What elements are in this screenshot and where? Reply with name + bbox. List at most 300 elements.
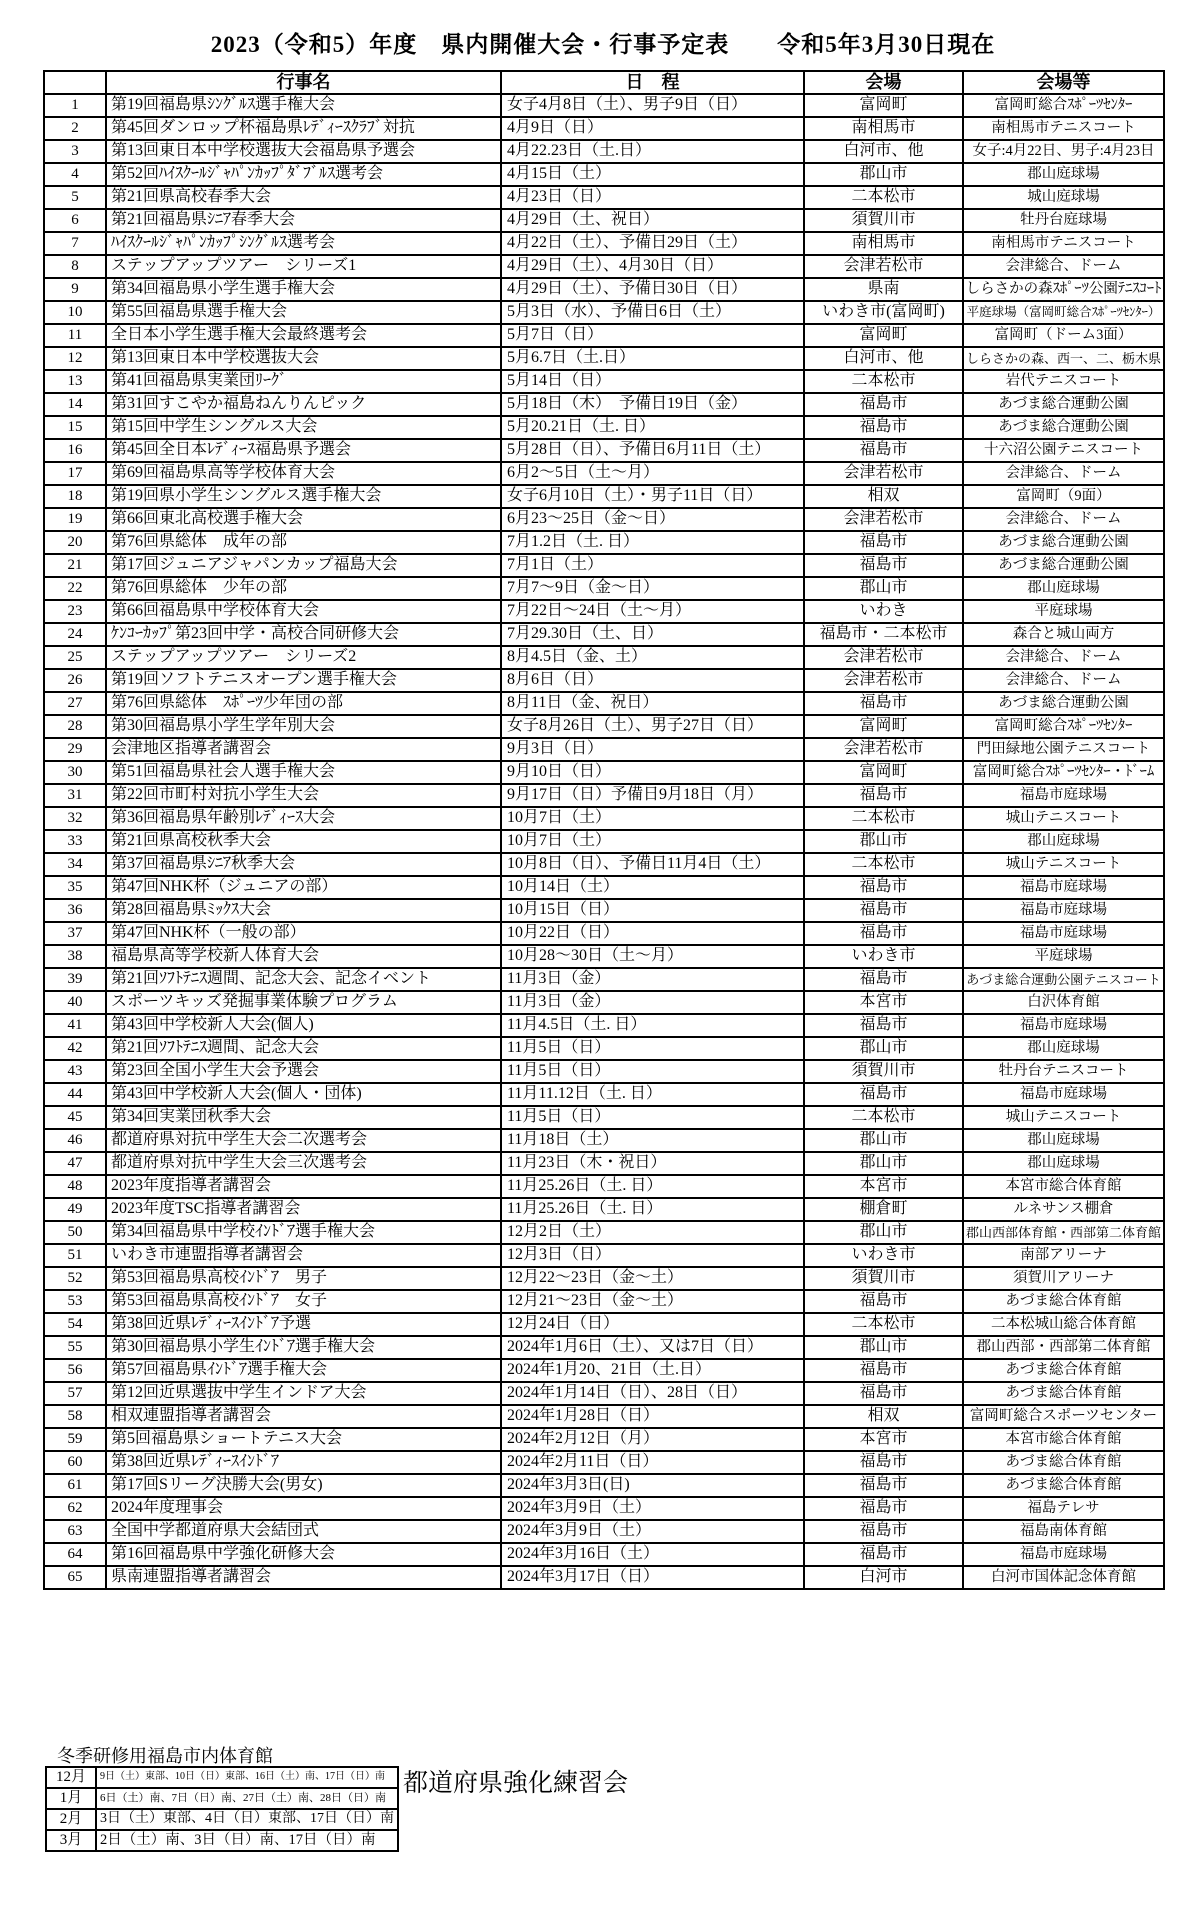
- row-number-cell: 28: [44, 715, 106, 738]
- row-number-cell: 56: [44, 1359, 106, 1382]
- venue-cell: 会津若松市: [804, 669, 963, 692]
- event-name-cell: 第21回ｿﾌﾄﾃﾆｽ週間、記念大会、記念イベント: [106, 968, 501, 991]
- venue-detail-cell: あづま総合運動公園: [963, 416, 1164, 439]
- table-row: [44, 991, 1164, 1014]
- venue-cell: 南相馬市: [804, 232, 963, 255]
- table-row: [44, 508, 1164, 531]
- date-cell: 11月5日（日）: [501, 1060, 804, 1083]
- date-cell: 6月2～5日（土～月）: [501, 462, 804, 485]
- date-cell: 10月14日（土）: [501, 876, 804, 899]
- event-name-cell: 第34回福島県小学生選手権大会: [106, 278, 501, 301]
- date-cell: 8月4.5日（金、土）: [501, 646, 804, 669]
- venue-cell: 相双: [804, 1405, 963, 1428]
- venue-cell: 福島市: [804, 899, 963, 922]
- venue-detail-cell: 南相馬市テニスコート: [963, 232, 1164, 255]
- venue-detail-cell: 森合と城山両方: [963, 623, 1164, 646]
- venue-detail-cell: あづま総合体育館: [963, 1474, 1164, 1497]
- row-number-cell: 53: [44, 1290, 106, 1313]
- table-row: [44, 1359, 1164, 1382]
- venue-cell: 福島市: [804, 531, 963, 554]
- header-row: [44, 71, 1164, 94]
- row-number-cell: 61: [44, 1474, 106, 1497]
- venue-cell: 福島市: [804, 1014, 963, 1037]
- table-row: [44, 301, 1164, 324]
- venue-cell: 福島市: [804, 439, 963, 462]
- venue-cell: 郡山市: [804, 830, 963, 853]
- winter-month-cell: 3月: [46, 1830, 96, 1851]
- venue-cell: いわき市(富岡町): [804, 301, 963, 324]
- venue-detail-cell: あづま総合体育館: [963, 1359, 1164, 1382]
- venue-detail-cell: 郡山庭球場: [963, 830, 1164, 853]
- event-name-cell: 第22回市町村対抗小学生大会: [106, 784, 501, 807]
- event-name-cell: 都道府県対抗中学生大会二次選考会: [106, 1129, 501, 1152]
- row-number-cell: 44: [44, 1083, 106, 1106]
- date-cell: 4月15日（土）: [501, 163, 804, 186]
- venue-detail-cell: 郡山庭球場: [963, 577, 1164, 600]
- event-name-cell: 第76回県総体 少年の部: [106, 577, 501, 600]
- venue-cell: 福島市: [804, 1451, 963, 1474]
- date-cell: 12月22～23日（金～土）: [501, 1267, 804, 1290]
- venue-detail-cell: 城山テニスコート: [963, 807, 1164, 830]
- row-number-cell: 11: [44, 324, 106, 347]
- date-cell: 12月2日（土）: [501, 1221, 804, 1244]
- event-name-cell: 第37回福島県ｼﾆｱ秋季大会: [106, 853, 501, 876]
- venue-detail-cell: 会津総合、ドーム: [963, 255, 1164, 278]
- venue-detail-cell: 福島市庭球場: [963, 1014, 1164, 1037]
- table-row: [44, 370, 1164, 393]
- venue-cell: 二本松市: [804, 1106, 963, 1129]
- date-cell: 2024年3月3日(日): [501, 1474, 804, 1497]
- event-name-cell: ステップアップツアー シリーズ1: [106, 255, 501, 278]
- table-row: [44, 1474, 1164, 1497]
- table-row: [44, 1336, 1164, 1359]
- table-row: [44, 1129, 1164, 1152]
- venue-detail-cell: 福島市庭球場: [963, 876, 1164, 899]
- date-cell: 11月3日（金）: [501, 991, 804, 1014]
- winter-dates-cell: 3日（土）東部、4日（日）東部、17日（日）南: [96, 1809, 398, 1830]
- venue-cell: 福島市: [804, 922, 963, 945]
- event-name-cell: 第21回県高校春季大会: [106, 186, 501, 209]
- row-number-cell: 34: [44, 853, 106, 876]
- venue-detail-cell: 城山テニスコート: [963, 853, 1164, 876]
- event-name-cell: 第21回福島県ｼﾆｱ春季大会: [106, 209, 501, 232]
- winter-row: [46, 1788, 398, 1809]
- venue-detail-cell: 会津総合、ドーム: [963, 462, 1164, 485]
- row-number-cell: 10: [44, 301, 106, 324]
- venue-detail-cell: 白河市国体記念体育館: [963, 1566, 1164, 1589]
- venue-cell: 郡山市: [804, 577, 963, 600]
- event-name-cell: いわき市連盟指導者講習会: [106, 1244, 501, 1267]
- venue-cell: 本宮市: [804, 1175, 963, 1198]
- venue-cell: 二本松市: [804, 807, 963, 830]
- venue-detail-cell: 郡山庭球場: [963, 1152, 1164, 1175]
- date-cell: 4月29日（土、祝日）: [501, 209, 804, 232]
- event-name-cell: 第19回県小学生シングルス選手権大会: [106, 485, 501, 508]
- date-cell: 4月22日（土）、予備日29日（土）: [501, 232, 804, 255]
- event-name-cell: 第31回すこやか福島ねんりんピック: [106, 393, 501, 416]
- venue-detail-cell: 十六沼公園テニスコート: [963, 439, 1164, 462]
- venue-detail-cell: 南部アリーナ: [963, 1244, 1164, 1267]
- date-cell: 12月3日（日）: [501, 1244, 804, 1267]
- table-row: [44, 1221, 1164, 1244]
- date-cell: 7月1日（土）: [501, 554, 804, 577]
- row-number-cell: 54: [44, 1313, 106, 1336]
- venue-cell: 富岡町: [804, 761, 963, 784]
- venue-cell: 南相馬市: [804, 117, 963, 140]
- venue-detail-cell: しらさかの森ｽﾎﾟｰﾂ公園ﾃﾆｽｺｰﾄ: [963, 278, 1164, 301]
- row-number-cell: 48: [44, 1175, 106, 1198]
- date-cell: 10月7日（土）: [501, 830, 804, 853]
- venue-cell: 須賀川市: [804, 209, 963, 232]
- event-name-cell: 第76回県総体 ｽﾎﾟｰﾂ少年団の部: [106, 692, 501, 715]
- row-number-cell: 30: [44, 761, 106, 784]
- venue-detail-cell: 福島市庭球場: [963, 922, 1164, 945]
- table-row: [44, 1152, 1164, 1175]
- date-cell: 女子8月26日（土）、男子27日（日）: [501, 715, 804, 738]
- winter-month-cell: 1月: [46, 1788, 96, 1809]
- row-number-cell: 52: [44, 1267, 106, 1290]
- event-name-cell: 第45回全日本ﾚﾃﾞｨｰｽ福島県予選会: [106, 439, 501, 462]
- row-number-cell: 12: [44, 347, 106, 370]
- venue-detail-cell: 平庭球場（富岡町総合ｽﾎﾟｰﾂｾﾝﾀｰ）: [963, 301, 1164, 324]
- date-cell: 5月6.7日（土.日）: [501, 347, 804, 370]
- table-row: [44, 1543, 1164, 1566]
- date-cell: 11月25.26日（土. 日）: [501, 1175, 804, 1198]
- venue-detail-cell: 郡山庭球場: [963, 163, 1164, 186]
- table-row: [44, 1382, 1164, 1405]
- row-number-cell: 1: [44, 94, 106, 117]
- date-cell: 5月7日（日）: [501, 324, 804, 347]
- venue-cell: 須賀川市: [804, 1267, 963, 1290]
- venue-cell: 会津若松市: [804, 462, 963, 485]
- table-row: [44, 1198, 1164, 1221]
- row-number-cell: 51: [44, 1244, 106, 1267]
- date-cell: 11月3日（金）: [501, 968, 804, 991]
- event-name-cell: 第52回ﾊｲｽｸｰﾙｼﾞｬﾊﾟﾝｶｯﾌﾟﾀﾞﾌﾞﾙｽ選考会: [106, 163, 501, 186]
- table-row: [44, 1497, 1164, 1520]
- venue-detail-cell: あづま総合運動公園: [963, 692, 1164, 715]
- date-cell: 4月29日（土）、予備日30日（日）: [501, 278, 804, 301]
- table-row: [44, 669, 1164, 692]
- venue-detail-cell: あづま総合体育館: [963, 1382, 1164, 1405]
- venue-cell: 棚倉町: [804, 1198, 963, 1221]
- row-number-cell: 18: [44, 485, 106, 508]
- date-cell: 9月3日（日）: [501, 738, 804, 761]
- row-number-cell: 42: [44, 1037, 106, 1060]
- venue-cell: 会津若松市: [804, 738, 963, 761]
- table-row: [44, 1244, 1164, 1267]
- venue-detail-cell: 白沢体育館: [963, 991, 1164, 1014]
- date-cell: 6月23～25日（金～日）: [501, 508, 804, 531]
- row-number-cell: 26: [44, 669, 106, 692]
- venue-detail-cell: 平庭球場: [963, 600, 1164, 623]
- prefecture-training-note: 都道府県強化練習会: [403, 1770, 629, 1797]
- table-row: [44, 347, 1164, 370]
- venue-detail-cell: ルネサンス棚倉: [963, 1198, 1164, 1221]
- table-row: [44, 738, 1164, 761]
- date-cell: 12月21～23日（金～土）: [501, 1290, 804, 1313]
- table-row: [44, 577, 1164, 600]
- date-cell: 11月4.5日（土. 日）: [501, 1014, 804, 1037]
- table-row: [44, 968, 1164, 991]
- row-number-cell: 4: [44, 163, 106, 186]
- venue-cell: 福島市: [804, 784, 963, 807]
- table-row: [44, 1014, 1164, 1037]
- table-row: [44, 945, 1164, 968]
- venue-detail-cell: 富岡町総合スポーツセンター: [963, 1405, 1164, 1428]
- table-row: [44, 439, 1164, 462]
- venue-detail-cell: 富岡町（ドーム3面）: [963, 324, 1164, 347]
- venue-detail-cell: あづま総合体育館: [963, 1290, 1164, 1313]
- row-number-cell: 19: [44, 508, 106, 531]
- table-row: [44, 1428, 1164, 1451]
- venue-detail-cell: しらさかの森、西一、二、栃木県: [963, 347, 1164, 370]
- winter-schedule-table: [45, 1766, 399, 1852]
- event-name-cell: 第12回近県選抜中学生インドア大会: [106, 1382, 501, 1405]
- table-row: [44, 232, 1164, 255]
- row-number-cell: 62: [44, 1497, 106, 1520]
- row-number-cell: 9: [44, 278, 106, 301]
- date-cell: 7月29.30日（土、日）: [501, 623, 804, 646]
- venue-detail-cell: 郡山西部体育館・西部第二体育館: [963, 1221, 1164, 1244]
- venue-cell: 富岡町: [804, 94, 963, 117]
- row-number-cell: 21: [44, 554, 106, 577]
- event-name-cell: スポーツキッズ発掘事業体験プログラム: [106, 991, 501, 1014]
- event-name-cell: 第21回県高校秋季大会: [106, 830, 501, 853]
- event-name-cell: 2024年度理事会: [106, 1497, 501, 1520]
- table-row: [44, 163, 1164, 186]
- event-name-cell: 第41回福島県実業団ﾘｰｸﾞ: [106, 370, 501, 393]
- row-number-cell: 22: [44, 577, 106, 600]
- venue-cell: 福島市: [804, 876, 963, 899]
- date-cell: 9月17日（日）予備日9月18日（月）: [501, 784, 804, 807]
- date-cell: 2024年2月12日（月）: [501, 1428, 804, 1451]
- table-row: [44, 278, 1164, 301]
- event-name-cell: 第30回福島県小学生学年別大会: [106, 715, 501, 738]
- winter-month-cell: 2月: [46, 1809, 96, 1830]
- date-cell: 11月23日（木・祝日）: [501, 1152, 804, 1175]
- venue-cell: 福島市: [804, 1543, 963, 1566]
- venue-cell: 郡山市: [804, 1037, 963, 1060]
- venue-detail-cell: 会津総合、ドーム: [963, 646, 1164, 669]
- winter-training-label: 冬季研修用福島市内体育館: [57, 1746, 273, 1766]
- date-cell: 2024年1月14日（日）、28日（日）: [501, 1382, 804, 1405]
- venue-cell: 福島市: [804, 554, 963, 577]
- event-name-cell: ステップアップツアー シリーズ2: [106, 646, 501, 669]
- venue-cell: 二本松市: [804, 370, 963, 393]
- venue-detail-cell: 福島市庭球場: [963, 784, 1164, 807]
- date-cell: 2024年3月17日（日）: [501, 1566, 804, 1589]
- venue-cell: 富岡町: [804, 715, 963, 738]
- table-row: [44, 1083, 1164, 1106]
- row-number-cell: 35: [44, 876, 106, 899]
- table-row: [44, 922, 1164, 945]
- venue-detail-cell: 福島市庭球場: [963, 1543, 1164, 1566]
- table-row: [44, 1267, 1164, 1290]
- event-name-cell: 第17回ジュニアジャパンカップ福島大会: [106, 554, 501, 577]
- date-cell: 7月22日～24日（土～月）: [501, 600, 804, 623]
- row-number-cell: 64: [44, 1543, 106, 1566]
- venue-cell: 福島市・二本松市: [804, 623, 963, 646]
- venue-detail-cell: 南相馬市テニスコート: [963, 117, 1164, 140]
- table-row: [44, 899, 1164, 922]
- event-name-cell: 第47回NHK杯（ジュニアの部）: [106, 876, 501, 899]
- venue-cell: 福島市: [804, 692, 963, 715]
- date-cell: 2024年3月9日（土）: [501, 1520, 804, 1543]
- venue-detail-cell: あづま総合運動公園テニスコート: [963, 968, 1164, 991]
- row-number-cell: 14: [44, 393, 106, 416]
- winter-dates-cell: 6日（土）南、7日（日）南、27日（土）南、28日（日）南: [96, 1788, 398, 1809]
- row-number-cell: 13: [44, 370, 106, 393]
- event-name-cell: 第36回福島県年齢別ﾚﾃﾞｨｰｽ大会: [106, 807, 501, 830]
- event-name-cell: 第28回福島県ﾐｯｸｽ大会: [106, 899, 501, 922]
- venue-cell: 福島市: [804, 1083, 963, 1106]
- event-name-cell: 第23回全国小学生大会予選会: [106, 1060, 501, 1083]
- venue-detail-cell: 本宮市総合体育館: [963, 1175, 1164, 1198]
- row-number-cell: 25: [44, 646, 106, 669]
- table-row: [44, 600, 1164, 623]
- row-number-cell: 36: [44, 899, 106, 922]
- row-number-cell: 38: [44, 945, 106, 968]
- venue-detail-cell: 牡丹台庭球場: [963, 209, 1164, 232]
- event-name-cell: 県南連盟指導者講習会: [106, 1566, 501, 1589]
- event-name-cell: 第53回福島県高校ｲﾝﾄﾞｱ 女子: [106, 1290, 501, 1313]
- venue-detail-cell: 二本松城山総合体育館: [963, 1313, 1164, 1336]
- event-name-cell: ﾊｲｽｸｰﾙｼﾞｬﾊﾟﾝｶｯﾌﾟｼﾝｸﾞﾙｽ選考会: [106, 232, 501, 255]
- event-name-cell: 相双連盟指導者講習会: [106, 1405, 501, 1428]
- venue-cell: 会津若松市: [804, 646, 963, 669]
- venue-cell: 本宮市: [804, 991, 963, 1014]
- venue-cell: 会津若松市: [804, 508, 963, 531]
- table-row: [44, 531, 1164, 554]
- row-number-cell: 59: [44, 1428, 106, 1451]
- event-name-cell: 第51回福島県社会人選手権大会: [106, 761, 501, 784]
- header-no: [44, 71, 106, 94]
- venue-cell: 郡山市: [804, 1129, 963, 1152]
- venue-detail-cell: 富岡町総合ｽﾎﾟｰﾂｾﾝﾀｰ・ﾄﾞｰﾑ: [963, 761, 1164, 784]
- event-name-cell: 第55回福島県選手権大会: [106, 301, 501, 324]
- event-name-cell: 第66回福島県中学校体育大会: [106, 600, 501, 623]
- table-row: [44, 784, 1164, 807]
- venue-cell: 白河市: [804, 1566, 963, 1589]
- event-name-cell: 第38回近県ﾚﾃﾞｨｰｽｲﾝﾄﾞｱ予選: [106, 1313, 501, 1336]
- date-cell: 8月6日（日）: [501, 669, 804, 692]
- venue-detail-cell: 平庭球場: [963, 945, 1164, 968]
- event-name-cell: 全日本小学生選手権大会最終選考会: [106, 324, 501, 347]
- venue-cell: 福島市: [804, 1474, 963, 1497]
- table-row: [44, 485, 1164, 508]
- date-cell: 11月18日（土）: [501, 1129, 804, 1152]
- row-number-cell: 63: [44, 1520, 106, 1543]
- event-name-cell: 第30回福島県小学生ｲﾝﾄﾞｱ選手権大会: [106, 1336, 501, 1359]
- row-number-cell: 60: [44, 1451, 106, 1474]
- date-cell: 10月22日（日）: [501, 922, 804, 945]
- venue-detail-cell: 牡丹台テニスコート: [963, 1060, 1164, 1083]
- event-name-cell: 2023年度TSC指導者講習会: [106, 1198, 501, 1221]
- date-cell: 4月22.23日（土.日）: [501, 140, 804, 163]
- event-name-cell: 第19回ソフトテニスオープン選手権大会: [106, 669, 501, 692]
- date-cell: 5月20.21日（土. 日）: [501, 416, 804, 439]
- date-cell: 5月28日（日）、予備日6月11日（土）: [501, 439, 804, 462]
- row-number-cell: 20: [44, 531, 106, 554]
- table-header: [44, 71, 1164, 94]
- row-number-cell: 37: [44, 922, 106, 945]
- row-number-cell: 39: [44, 968, 106, 991]
- venue-cell: いわき市: [804, 1244, 963, 1267]
- date-cell: 7月1.2日（土. 日）: [501, 531, 804, 554]
- event-name-cell: 第76回県総体 成年の部: [106, 531, 501, 554]
- venue-detail-cell: 福島南体育館: [963, 1520, 1164, 1543]
- venue-detail-cell: 岩代テニスコート: [963, 370, 1164, 393]
- event-name-cell: 第34回実業団秋季大会: [106, 1106, 501, 1129]
- table-row: [44, 416, 1164, 439]
- row-number-cell: 7: [44, 232, 106, 255]
- winter-dates-cell: 9日（土）東部、10日（日）東部、16日（土）南、17日（日）南: [96, 1767, 398, 1788]
- venue-cell: 相双: [804, 485, 963, 508]
- table-row: [44, 692, 1164, 715]
- venue-detail-cell: 富岡町総合ｽﾎﾟｰﾂｾﾝﾀｰ: [963, 715, 1164, 738]
- winter-row: [46, 1809, 398, 1830]
- table-row: [44, 209, 1164, 232]
- date-cell: 2024年2月11日（日）: [501, 1451, 804, 1474]
- venue-cell: 福島市: [804, 393, 963, 416]
- venue-detail-cell: 城山テニスコート: [963, 1106, 1164, 1129]
- event-name-cell: 2023年度指導者講習会: [106, 1175, 501, 1198]
- venue-cell: 二本松市: [804, 1313, 963, 1336]
- venue-detail-cell: 福島市庭球場: [963, 1083, 1164, 1106]
- event-name-cell: 第38回近県ﾚﾃﾞｨｰｽｲﾝﾄﾞｱ: [106, 1451, 501, 1474]
- row-number-cell: 65: [44, 1566, 106, 1589]
- row-number-cell: 6: [44, 209, 106, 232]
- table-row: [44, 1175, 1164, 1198]
- venue-detail-cell: 福島市庭球場: [963, 899, 1164, 922]
- date-cell: 4月29日（土）、4月30日（日）: [501, 255, 804, 278]
- winter-table-body: [46, 1767, 398, 1851]
- venue-cell: いわき市: [804, 945, 963, 968]
- table-row: [44, 1566, 1164, 1589]
- table-row: [44, 761, 1164, 784]
- row-number-cell: 43: [44, 1060, 106, 1083]
- venue-detail-cell: 福島テレサ: [963, 1497, 1164, 1520]
- event-name-cell: 第16回福島県中学強化研修大会: [106, 1543, 501, 1566]
- table-row: [44, 807, 1164, 830]
- venue-detail-cell: 会津総合、ドーム: [963, 508, 1164, 531]
- table-body: [44, 94, 1164, 1589]
- row-number-cell: 57: [44, 1382, 106, 1405]
- table-row: [44, 715, 1164, 738]
- row-number-cell: 46: [44, 1129, 106, 1152]
- venue-cell: 福島市: [804, 1520, 963, 1543]
- event-name-cell: 第53回福島県高校ｲﾝﾄﾞｱ 男子: [106, 1267, 501, 1290]
- venue-detail-cell: 女子:4月22日、男子:4月23日: [963, 140, 1164, 163]
- venue-detail-cell: 会津総合、ドーム: [963, 669, 1164, 692]
- row-number-cell: 55: [44, 1336, 106, 1359]
- event-name-cell: ｹﾝｺｰｶｯﾌﾟ第23回中学・高校合同研修大会: [106, 623, 501, 646]
- event-name-cell: 第17回Sリーグ決勝大会(男女): [106, 1474, 501, 1497]
- venue-detail-cell: 郡山庭球場: [963, 1129, 1164, 1152]
- table-row: [44, 1405, 1164, 1428]
- date-cell: 5月18日（木） 予備日19日（金）: [501, 393, 804, 416]
- venue-cell: 福島市: [804, 416, 963, 439]
- date-cell: 2024年1月28日（日）: [501, 1405, 804, 1428]
- event-name-cell: 第43回中学校新人大会(個人・団体): [106, 1083, 501, 1106]
- venue-cell: 二本松市: [804, 186, 963, 209]
- table-row: [44, 324, 1164, 347]
- row-number-cell: 23: [44, 600, 106, 623]
- date-cell: 10月7日（土）: [501, 807, 804, 830]
- venue-cell: いわき: [804, 600, 963, 623]
- table-row: [44, 1060, 1164, 1083]
